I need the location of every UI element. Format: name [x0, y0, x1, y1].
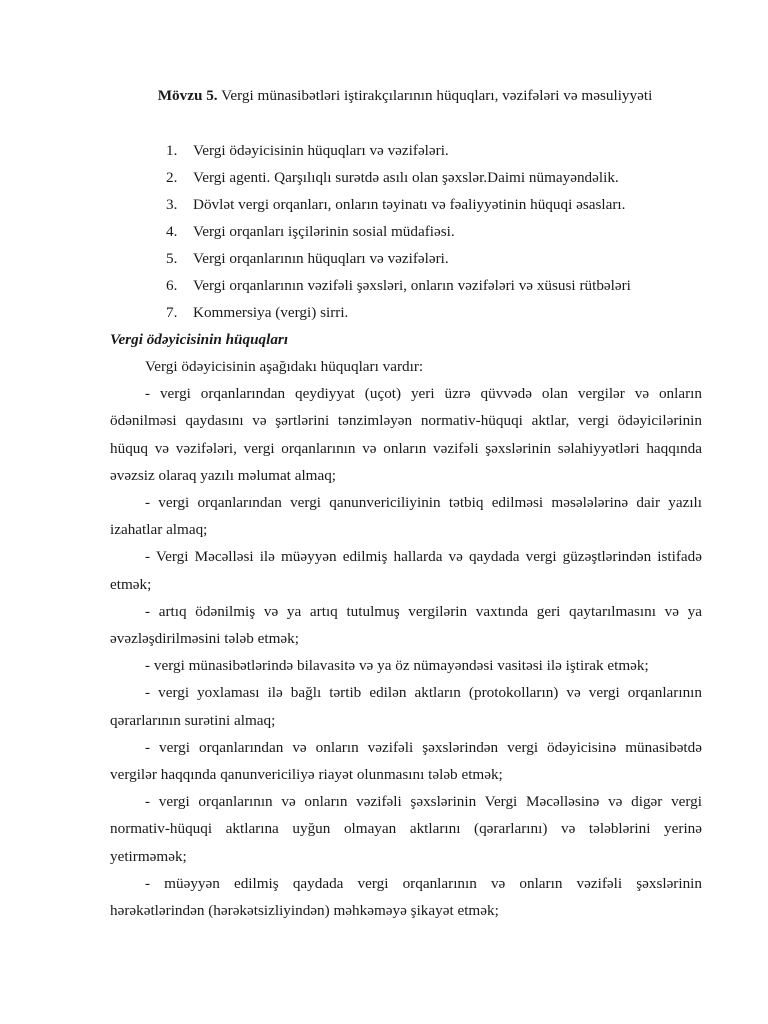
outline-item [166, 137, 631, 164]
outline-item [166, 164, 631, 191]
outline-item-text: Vergi orqanlarının vəzifəli şəxsləri, onların vəzifələri və xüsusi rütbələri [193, 277, 631, 294]
outline-item-number: 7. [166, 304, 178, 321]
title-text: Vergi münasibətləri iştirakçılarının hüquqları, vəzifələri və məsuliyyəti [217, 87, 653, 104]
paragraph: Vergi ödəyicisinin aşağıdakı hüquqları vardır: [145, 358, 424, 375]
title-topic-number: Mövzu 5. [157, 87, 218, 104]
outline-item-number: 1. [166, 142, 178, 159]
document-title [110, 82, 700, 109]
section-heading: Vergi ödəyicisinin hüquqları [110, 331, 289, 348]
paragraph: - vergi orqanlarının və onların vəzifəli şəxslərinin Vergi Məcəlləsinə və digər vergi normativ-hüquqi aktlarına uyğun olmayan aktlarını (qərarlarını) və tələblərini yerinə yetirməmək; [110, 793, 702, 865]
paragraph: - müəyyən edilmiş qaydada vergi orqanlarının və onların vəzifəli şəxslərinin hərəkətlərindən (hərəkətsizliyindən) məhkəməyə şikayət etmək; [110, 874, 702, 920]
body-text [110, 353, 702, 924]
outline-item-text: Dövlət vergi orqanları, onların təyinatı və fəaliyyətinin hüquqi əsasları. [193, 196, 626, 213]
outline-item [166, 272, 631, 299]
paragraph: - vergi orqanlarından və onların vəzifəli şəxslərindən vergi ödəyicisinə münasibətdə vergilər haqqında qanunvericiliyə riayət olunmasını tələb etmək; [110, 738, 702, 784]
outline-item-text: Vergi orqanlarının hüquqları və vəzifələri. [193, 250, 449, 267]
outline-item-number: 4. [166, 223, 178, 240]
paragraph: - vergi orqanlarından qeydiyyat (uçot) yeri üzrə qüvvədə olan vergilər və onların ödənilməsi qaydasını və şərtlərini tənzimləyən normativ-hüquqi aktlar, vergi ödəyicilərinin hüquq və vəzifələri, vergi orqanlarının və onların vəzifəli şəxslərinin səlahiyyətləri haqqında əvəzsiz olaraq yazılı məlumat almaq; [110, 385, 702, 484]
paragraph: - artıq ödənilmiş və ya artıq tutulmuş vergilərin vaxtında geri qaytarılmasını və ya əvəzləşdirilməsini tələb etmək; [110, 602, 702, 648]
paragraph: - vergi orqanlarından vergi qanunvericiliyinin tətbiq edilməsi məsələlərinə dair yazılı izahatlar almaq; [110, 494, 702, 539]
topic-outline-list [166, 137, 631, 326]
outline-item-text: Kommersiya (vergi) sirri. [193, 304, 349, 321]
outline-item-number: 2. [166, 169, 178, 186]
outline-item [166, 218, 631, 245]
outline-item [166, 245, 631, 272]
outline-item [166, 191, 631, 218]
outline-item-text: Vergi orqanları işçilərinin sosial müdafiəsi. [193, 223, 455, 240]
paragraph: - vergi münasibətlərində bilavasitə və ya öz nümayəndəsi vasitəsi ilə iştirak etmək; [145, 657, 649, 675]
outline-item-text: Vergi ödəyicisinin hüquqları və vəzifələri. [193, 142, 449, 159]
outline-item [166, 299, 631, 326]
outline-item-number: 6. [166, 277, 178, 294]
outline-item-number: 3. [166, 196, 178, 213]
outline-item-number: 5. [166, 250, 178, 267]
paragraph: - Vergi Məcəlləsi ilə müəyyən edilmiş hallarda və qaydada vergi güzəştlərindən istifadə etmək; [110, 548, 702, 593]
outline-item-text: Vergi agenti. Qarşılıqlı surətdə asılı olan şəxslər.Daimi nümayəndəlik. [193, 169, 619, 186]
paragraph: - vergi yoxlaması ilə bağlı tərtib edilən aktların (protokolların) və vergi orqanlarının qərarlarının surətini almaq; [110, 684, 702, 729]
